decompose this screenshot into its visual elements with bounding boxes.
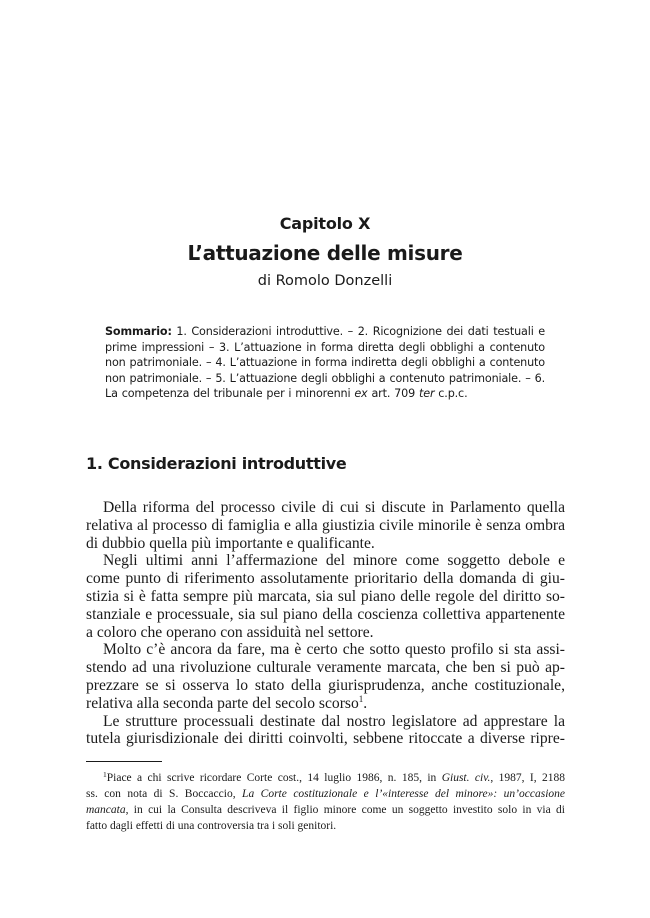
footnote-reference[interactable]: 1: [358, 693, 364, 704]
chapter-label: Capitolo X: [279, 214, 371, 233]
summary-label: Sommario:: [105, 325, 172, 338]
summary-line: non patrimoniale. – 5. L’attuazione degli obblighi a contenuto patrimoniale. – 6.: [105, 371, 545, 385]
paragraph-line: relativa alla seconda parte del secolo scorso$^1$.: [86, 693, 368, 712]
paragraph-line: Le strutture processuali destinate dal nostro legislatore ad apprestare la: [103, 712, 565, 730]
chapter-author: di Romolo Donzelli: [257, 273, 393, 289]
paragraph-line: Della riforma del processo civile di cui si discute in Parlamento quella: [103, 499, 565, 516]
paragraph-line: stizia si è fatta sempre più marcata, sia sul piano delle regole del diritto so-: [86, 587, 565, 605]
footnote-separator: [86, 761, 162, 762]
paragraph-line: stendo ad una rivoluzione culturale veramente marcata, che ben si può ap-: [86, 659, 565, 677]
footnote-line: ss. con nota di S. Boccaccio, La Corte costituzionale e l’«interesse del minore»: un’occasione: [86, 788, 565, 800]
paragraph-line: di dubbio quella più importante e qualificante.: [86, 534, 375, 552]
paragraph-line: Negli ultimi anni l’affermazione del minore come soggetto debole e: [103, 552, 565, 570]
chapter-summary: [105, 324, 545, 402]
paragraph-line: prezzare se si osserva lo stato della giurisprudenza, anche costituzionale,: [86, 676, 565, 694]
footnote: [86, 770, 565, 834]
paragraph-line: a coloro che operano con assiduità nel settore.: [86, 623, 374, 641]
footnote-line: fatto dagli effetti di una controversia tra i soli genitori.: [86, 820, 337, 832]
summary-line: non patrimoniale. – 4. L’attuazione in forma indiretta degli obblighi a contenuto: [105, 356, 545, 369]
body-text: [86, 499, 565, 748]
summary-line: Sommario: 1. Considerazioni introduttive. – 2. Ricognizione dei dati testuali e: [105, 325, 546, 338]
paragraph-line: tutela giurisdizionale dei diritti coinvolti, sebbene ritoccate a diverse ripre-: [86, 730, 565, 748]
summary-line: La competenza del tribunale per i minorenni ex art. 709 ter c.p.c.: [105, 387, 468, 400]
paragraph-line: relativa al processo di famiglia e alla giustizia civile minorile è senza ombra: [86, 516, 565, 534]
summary-line: prime impressioni – 3. L’attuazione in forma diretta degli obblighi a contenuto: [105, 340, 545, 354]
section-heading: 1. Considerazioni introduttive: [86, 454, 347, 473]
footnote-line: $^1$Piace a chi scrive ricordare Corte cost., 14 luglio 1986, n. 185, in Giust. civ., 1987, I, 2188: [103, 770, 565, 784]
footnote-line: mancata, in cui la Consulta descriveva il figlio minore come un soggetto investito solo in via di: [86, 804, 565, 816]
paragraph-line: come punto di riferimento assolutamente prioritario della domanda di giu-: [86, 570, 565, 588]
paragraph-line: Molto c’è ancora da fare, ma è certo che sotto questo profilo si sta assi-: [103, 641, 565, 659]
paragraph-line: stanziale e processuale, sia sul piano della coscienza collettiva appartenente: [86, 605, 565, 623]
footnote-number: 1: [103, 770, 107, 779]
chapter-title: L’attuazione delle misure: [187, 241, 463, 265]
